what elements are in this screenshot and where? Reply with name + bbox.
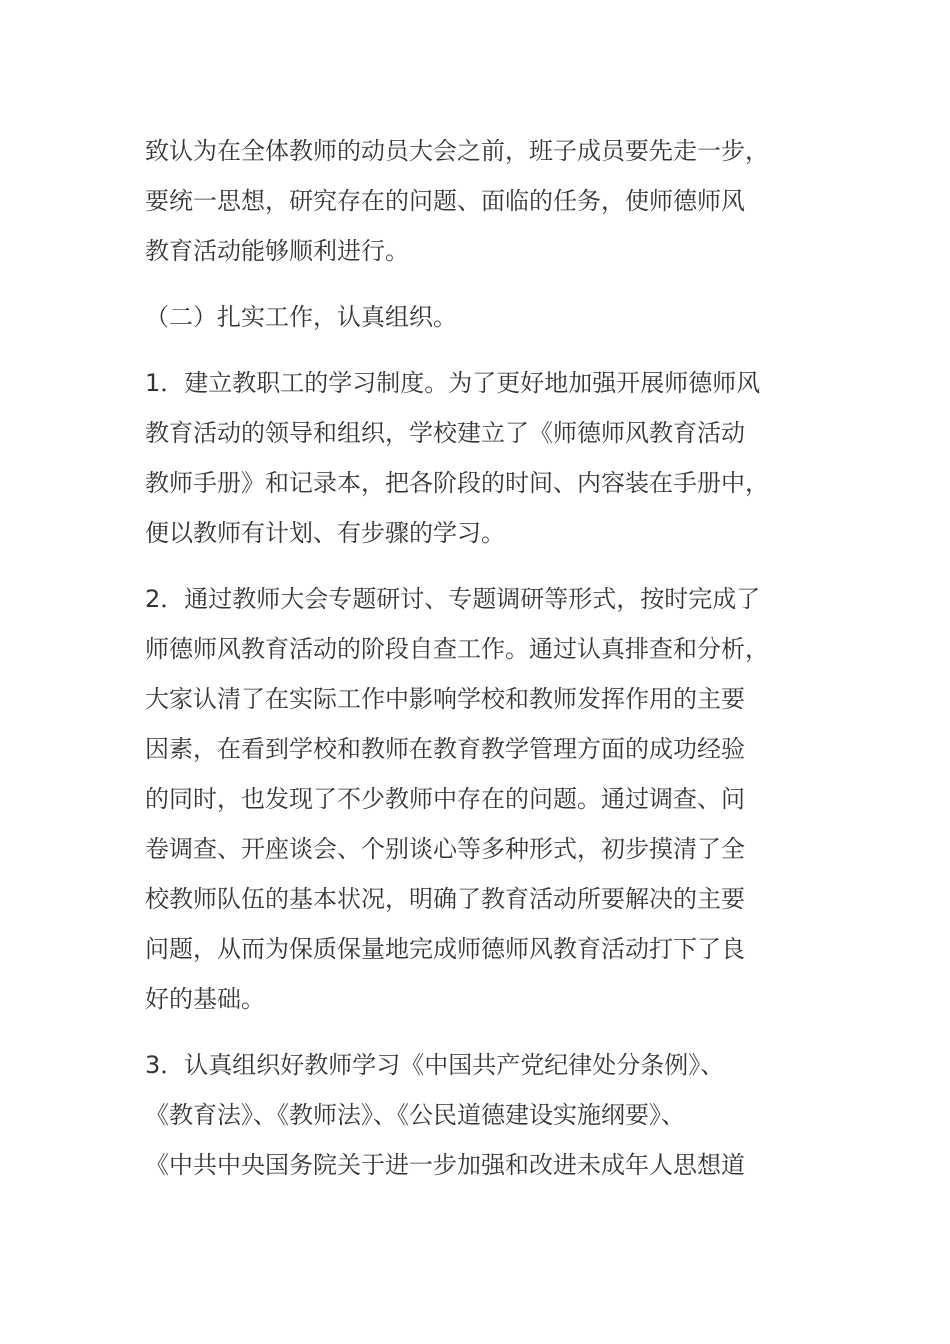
text-line: 师德师风教育活动的阶段自查工作。通过认真排查和分析，	[145, 635, 769, 663]
text-line: 2．通过教师大会专题研讨、专题调研等形式，按时完成了	[145, 585, 761, 613]
text-line: 好的基础。	[145, 985, 265, 1013]
text-line: 《教育法》、《教师法》、《公民道德建设实施纲要》、	[145, 1101, 685, 1129]
text-line: 教师手册》和记录本，把各阶段的时间、内容装在手册中，	[145, 469, 769, 497]
text-line: （二）扎实工作，认真组织。	[145, 303, 457, 331]
document-body	[145, 126, 815, 1206]
text-line: 1．建立教职工的学习制度。为了更好地加强开展师德师风	[145, 369, 761, 397]
section-heading	[145, 292, 815, 342]
paragraph-item-1	[145, 358, 815, 558]
text-line: 教育活动的领导和组织，学校建立了《师德师风教育活动	[145, 419, 745, 447]
text-line: 问题，从而为保质保量地完成师德师风教育活动打下了良	[145, 935, 745, 963]
text-line: 的同时，也发现了不少教师中存在的问题。通过调查、问	[145, 785, 745, 813]
text-line: 因素，在看到学校和教师在教育教学管理方面的成功经验	[145, 735, 745, 763]
text-line: 便以教师有计划、有步骤的学习。	[145, 519, 505, 547]
paragraph-item-2	[145, 574, 815, 1024]
text-line: 3．认真组织好教师学习《中国共产党纪律处分条例》、	[145, 1051, 725, 1079]
paragraph-item-3	[145, 1040, 815, 1190]
text-line: 校教师队伍的基本状况，明确了教育活动所要解决的主要	[145, 885, 745, 913]
text-line: 致认为在全体教师的动员大会之前，班子成员要先走一步，	[145, 137, 769, 165]
paragraph-1	[145, 126, 815, 276]
text-line: 教育活动能够顺利进行。	[145, 237, 409, 265]
text-line: 要统一思想，研究存在的问题、面临的任务，使师德师风	[145, 187, 745, 215]
text-line: 大家认清了在实际工作中影响学校和教师发挥作用的主要	[145, 685, 745, 713]
text-line: 卷调查、开座谈会、个别谈心等多种形式，初步摸清了全	[145, 835, 745, 863]
text-line: 《中共中央国务院关于进一步加强和改进未成年人思想道	[145, 1151, 745, 1179]
